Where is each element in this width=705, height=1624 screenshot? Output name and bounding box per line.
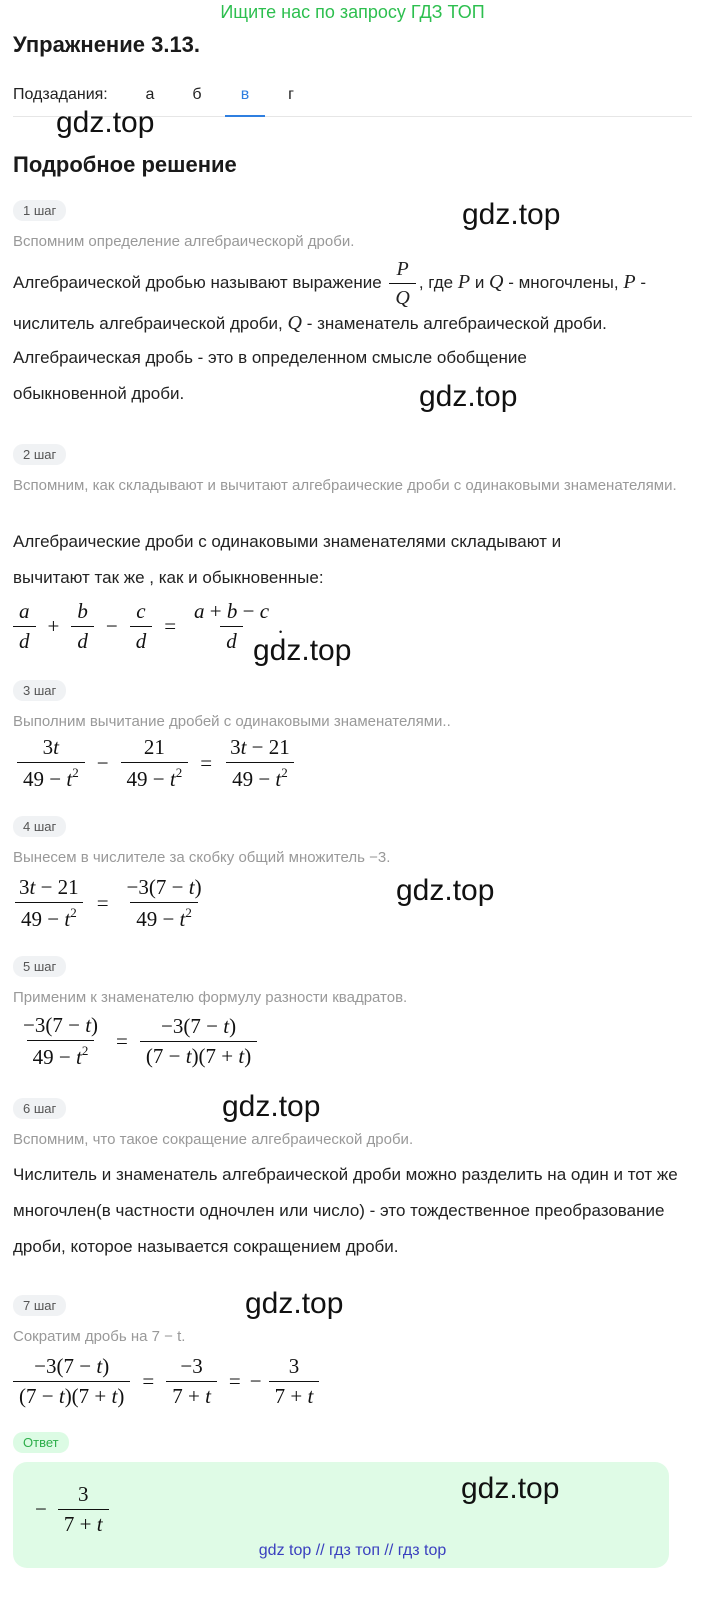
promo-banner[interactable]: Ищите нас по запросу ГДЗ ТОП bbox=[220, 2, 485, 22]
step-text: Алгебраическая дробь - это в определенном смысле обобщение обыкновенной дроби. bbox=[13, 348, 527, 403]
tab-v[interactable]: в bbox=[225, 86, 265, 117]
text-fragment: , где bbox=[418, 273, 454, 292]
answer-badge: Ответ bbox=[13, 1432, 69, 1453]
step-hint: Сократим дробь на 7 − t. bbox=[13, 1328, 186, 1345]
watermark: gdz.top bbox=[222, 1090, 321, 1123]
text-fragment: числитель алгебраической дроби, bbox=[13, 314, 283, 333]
step-hint: Вспомним, что такое сокращение алгебраической дроби. bbox=[13, 1131, 414, 1148]
section-title: Подробное решение bbox=[13, 152, 237, 177]
step-badge: 3 шаг bbox=[13, 680, 66, 701]
watermark: gdz.top bbox=[245, 1287, 344, 1320]
step-text: Числитель и знаменатель алгебраической дроби можно разделить на один и тот же многочлен(в частности одночлен или число) - это тождественное преобразование дроби, которое называется сокращением дроби. bbox=[13, 1165, 678, 1256]
step-badge: 1 шаг bbox=[13, 200, 66, 221]
text-fragment: - знаменатель алгебраической дроби. bbox=[306, 314, 607, 333]
step-hint: Вынесем в числителе за скобку общий множитель −3. bbox=[13, 849, 391, 866]
answer-formula: − $\frac{3}{7 + t}$ bbox=[35, 1482, 112, 1537]
formula: $\frac{3t}{49 - t^2}$ − $\frac{21}{49 - t^2}$ = $\frac{3t - 21}{49 - t^2}$ bbox=[14, 735, 299, 792]
step-hint: Применим к знаменателю формулу разности квадратов. bbox=[13, 989, 408, 1006]
step-badge: 2 шаг bbox=[13, 444, 66, 465]
step-text: числитель алгебраической дроби, Q - знаменатель алгебраической дроби. bbox=[13, 312, 607, 334]
fraction-p-over-q: $\frac{P}{Q}$ bbox=[389, 257, 415, 310]
formula: $\frac{-3(7 - t)}{(7 - t)(7 + t)}$ = $\frac{-3}{7 + t}$ = − $\frac{3}{7 + t}$ bbox=[10, 1354, 322, 1409]
step-hint: Вспомним определение алгебраическорй дроби. bbox=[13, 233, 355, 250]
step-text: Алгебраические дроби с одинаковыми знаменателями складывают и вычитают так же , как и обыкновенные: bbox=[13, 532, 562, 587]
text-fragment: - bbox=[640, 273, 646, 292]
subtask-label: Подзадания: bbox=[13, 86, 108, 103]
formula: $\frac{3t - 21}{49 - t^2}$ = $\frac{-3(7 - t)}{49 - t^2}$ bbox=[10, 875, 211, 932]
step-badge: 6 шаг bbox=[13, 1098, 66, 1119]
tab-a[interactable]: а bbox=[145, 86, 155, 103]
step-badge: 4 шаг bbox=[13, 816, 66, 837]
watermark: gdz.top bbox=[461, 1472, 560, 1505]
footer-links[interactable]: gdz top // гдз топ // гдз top bbox=[258, 1542, 447, 1559]
step-text: Алгебраической дробью называют выражение $\frac{P}{Q}$ , где P и Q - многочлены, P - bbox=[13, 258, 646, 310]
formula: $\frac{-3(7 - t)}{49 - t^2}$ = $\frac{-3(7 - t)}{(7 - t)(7 + t)}$ bbox=[14, 1013, 260, 1070]
step-hint: Вспомним, как складывают и вычитают алгебраические дроби с одинаковыми знаменателями. bbox=[13, 477, 677, 494]
watermark: gdz.top bbox=[462, 198, 561, 231]
exercise-title: Упражнение 3.13. bbox=[13, 32, 201, 57]
watermark: gdz.top bbox=[253, 634, 352, 667]
watermark: gdz.top bbox=[396, 874, 495, 907]
watermark: gdz.top bbox=[56, 106, 155, 139]
tab-b[interactable]: б bbox=[192, 86, 202, 103]
text-fragment: - многочлены, bbox=[508, 273, 619, 292]
watermark: gdz.top bbox=[419, 380, 518, 413]
step-badge: 5 шаг bbox=[13, 956, 66, 977]
text-fragment: и bbox=[474, 273, 485, 292]
formula: $\frac{a}{d}$ + $\frac{b}{d}$ − $\frac{c}{d}$ = $\frac{a + b - c}{d}$ . bbox=[10, 599, 283, 654]
step-hint: Выполним вычитание дробей с одинаковыми знаменателями.. bbox=[13, 713, 451, 730]
step-badge: 7 шаг bbox=[13, 1295, 66, 1316]
text-fragment: Алгебраической дробью называют выражение bbox=[13, 273, 382, 292]
tab-g[interactable]: г bbox=[288, 86, 294, 103]
